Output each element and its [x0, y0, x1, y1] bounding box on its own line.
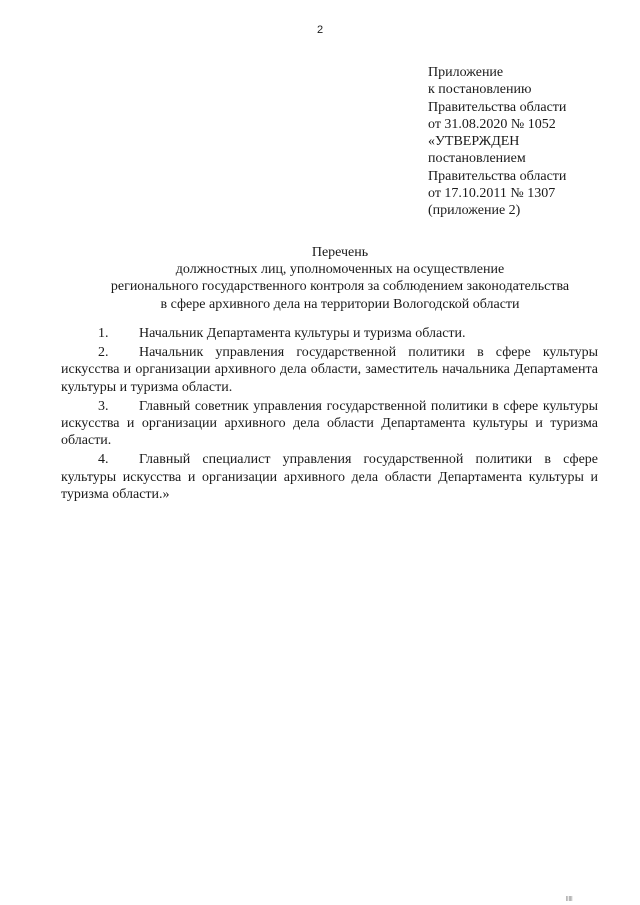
list-item-number: 2.	[98, 345, 109, 361]
title-heading: Перечень	[311, 245, 369, 260]
page-number: 2	[316, 24, 324, 36]
appendix-line: Правительства области	[428, 99, 567, 115]
title-subtitle-line: должностных лиц, уполномоченных на осуществление	[175, 262, 505, 278]
list-item-number: 4.	[98, 452, 109, 468]
list-item	[61, 398, 598, 450]
list-item-text: Начальник Департамента культуры и туризма области.	[139, 326, 466, 341]
title-subtitle-line: регионального государственного контроля за соблюдением законодательства	[110, 279, 570, 295]
appendix-line: Правительства области	[428, 168, 567, 184]
list-item	[61, 325, 598, 342]
appendix-line: от 31.08.2020 № 1052	[428, 116, 556, 132]
officials-list	[61, 325, 598, 505]
appendix-line: от 17.10.2011 № 1307	[428, 186, 556, 202]
appendix-line: (приложение 2)	[428, 203, 521, 219]
title-subtitle-line: в сфере архивного дела на территории Вологодской области	[160, 296, 520, 312]
list-item	[61, 451, 598, 503]
list-item	[61, 344, 598, 396]
list-item-text: Начальник управления государственной политики в сфере культуры искусства и организации архивного дела области, заместитель начальника Департамента культуры и туризма области.	[61, 345, 598, 395]
list-item-number: 1.	[98, 326, 109, 341]
list-item-text: Главный советник управления государственной политики в сфере культуры искусства и организации архивного дела области Департамента культуры и туризма области.	[61, 398, 598, 449]
appendix-line: «УТВЕРЖДЕН	[428, 134, 520, 150]
appendix-line: Приложение	[428, 65, 504, 80]
appendix-line: постановлением	[428, 151, 526, 167]
appendix-line: к постановлению	[428, 82, 532, 98]
appendix-approval-block	[428, 64, 628, 220]
list-item-text: Главный специалист управления государственной политики в сфере культуры искусства и организации архивного дела области Департамента культуры и туризма области.»	[61, 452, 598, 502]
document-title	[40, 244, 640, 313]
scan-footer-mark: |||||	[566, 896, 573, 902]
list-item-number: 3.	[98, 398, 109, 414]
